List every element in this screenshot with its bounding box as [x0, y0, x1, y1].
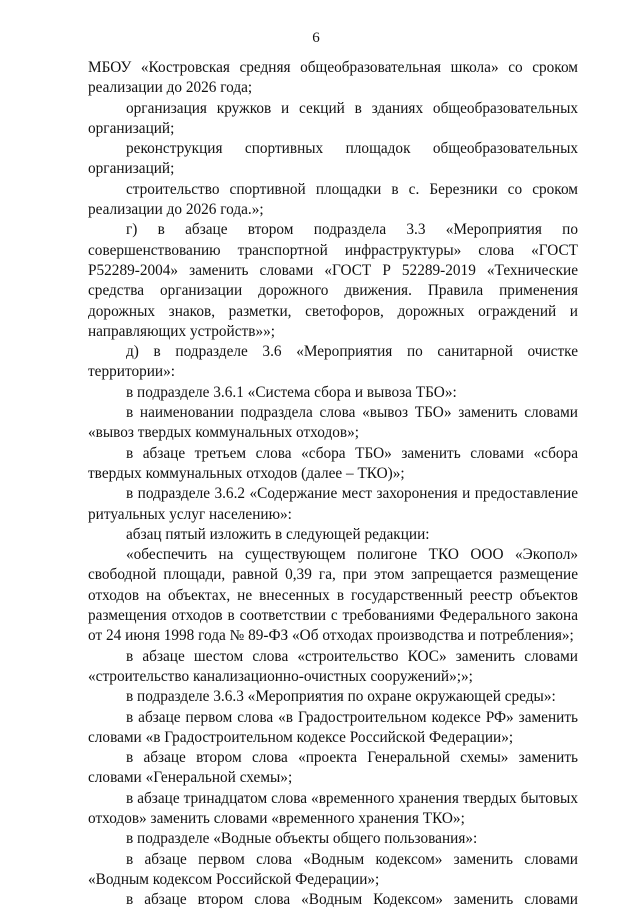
paragraph: в подразделе «Водные объекты общего пользования»: — [126, 830, 478, 848]
paragraph: в абзаце втором слова «проекта Генеральной схемы» заменить словами «Генеральной схемы»; — [88, 749, 578, 787]
paragraph: реконструкция спортивных площадок общеобразовательных организаций; — [88, 140, 578, 178]
paragraph: в подразделе 3.6.1 «Система сбора и вывоза ТБО»: — [126, 383, 457, 401]
paragraph: д) в подразделе 3.6 «Мероприятия по санитарной очистке территории»: — [88, 343, 578, 381]
paragraph: в абзаце первом слова «в Градостроительном кодексе РФ» заменить словами «в Градостроительном кодексе Российской Федерации»; — [88, 708, 578, 746]
paragraph: организация кружков и секций в зданиях общеобразовательных организаций; — [88, 99, 578, 137]
page-number: 6 — [312, 30, 320, 46]
paragraph: абзац пятый изложить в следующей редакции: — [126, 525, 430, 543]
paragraph: в абзаце третьем слова «сбора ТБО» заменить словами «сбора твердых коммунальных отходов (далее – ТКО)»; — [88, 444, 578, 482]
paragraph: в подразделе 3.6.3 «Мероприятия по охране окружающей среды»: — [126, 688, 556, 706]
paragraph: в абзаце втором слова «Водным Кодексом» заменить словами — [126, 891, 578, 909]
paragraph: МБОУ «Костровская средняя общеобразовательная школа» со сроком реализации до 2026 года; — [88, 59, 578, 97]
paragraph: строительство спортивной площадки в с. Березники со сроком реализации до 2026 года.»; — [88, 180, 578, 219]
document-body — [88, 58, 578, 910]
paragraph: в абзаце первом слова «Водным кодексом» заменить словами «Водным кодексом Российской Федерации»; — [88, 850, 578, 888]
paragraph: в наименовании подраздела слова «вывоз ТБО» заменить словами «вывоз твердых коммунальных отходов»; — [88, 404, 578, 442]
paragraph: «обеспечить на существующем полигоне ТКО ООО «Экопол» свободной площади, равной 0,39 га, при этом запрещается размещение отходов на объектах, не внесенных в государственный реестр объектов размещения отходов в соответствии с требованиями Федерального закона от 24 июня 1998 года № 89-ФЗ «Об отходах производства и потребления»; — [88, 546, 578, 645]
paragraph: г) в абзаце втором подраздела 3.3 «Мероприятия по совершенствованию транспортной инфраструктуры» слова «ГОСТ Р52289-2004» заменить словами «ГОСТ Р 52289-2019 «Технические средства организации дорожного движения. Правила применения дорожных знаков, разметки, светофоров, дорожных ограждений и направляющих устройств»»; — [88, 221, 578, 340]
paragraph: в абзаце шестом слова «строительство КОС» заменить словами «строительство канализационно-очистных сооружений»;»; — [88, 647, 578, 685]
paragraph: в подразделе 3.6.2 «Содержание мест захоронения и предоставление ритуальных услуг населению»: — [88, 485, 578, 523]
paragraph: в абзаце тринадцатом слова «временного хранения твердых бытовых отходов» заменить словами «временного хранения ТКО»; — [88, 789, 578, 827]
